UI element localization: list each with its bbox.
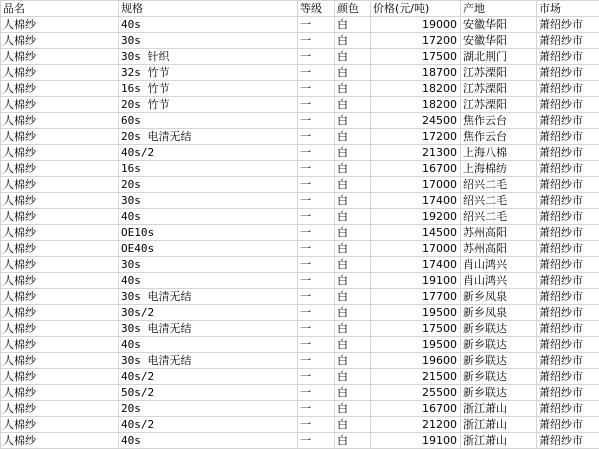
origin-cell[interactable]: 浙江萧山 xyxy=(461,417,537,433)
price-cell[interactable]: 17000 xyxy=(371,177,461,193)
price-cell[interactable]: 14500 xyxy=(371,225,461,241)
origin-cell[interactable]: 新乡凤泉 xyxy=(461,289,537,305)
product-name-cell[interactable]: 人棉纱 xyxy=(1,369,119,385)
market-cell[interactable]: 萧绍纱市 xyxy=(537,241,599,257)
origin-cell[interactable]: 江苏溧阳 xyxy=(461,81,537,97)
product-name-cell[interactable]: 人棉纱 xyxy=(1,353,119,369)
color-cell[interactable]: 白 xyxy=(335,161,371,177)
market-cell[interactable]: 萧绍纱市 xyxy=(537,17,599,33)
header-color[interactable]: 颜色 xyxy=(335,1,371,17)
table-row xyxy=(1,353,599,369)
price-cell[interactable]: 18200 xyxy=(371,97,461,113)
product-name-cell[interactable]: 人棉纱 xyxy=(1,401,119,417)
table-row xyxy=(1,337,599,353)
grade-cell[interactable]: 一 xyxy=(298,129,335,145)
table-row xyxy=(1,385,599,401)
table-row xyxy=(1,17,599,33)
price-cell[interactable]: 17400 xyxy=(371,193,461,209)
origin-cell[interactable]: 焦作云台 xyxy=(461,113,537,129)
color-cell[interactable]: 白 xyxy=(335,81,371,97)
table-row xyxy=(1,65,599,81)
color-cell[interactable]: 白 xyxy=(335,369,371,385)
header-row xyxy=(1,1,599,17)
origin-cell[interactable]: 肖山鸿兴 xyxy=(461,257,537,273)
color-cell[interactable]: 白 xyxy=(335,273,371,289)
table-row xyxy=(1,401,599,417)
market-cell[interactable]: 萧绍纱市 xyxy=(537,257,599,273)
origin-cell[interactable]: 江苏溧阳 xyxy=(461,97,537,113)
origin-cell[interactable]: 浙江萧山 xyxy=(461,433,537,449)
grade-cell[interactable]: 一 xyxy=(298,417,335,433)
color-cell[interactable]: 白 xyxy=(335,65,371,81)
price-cell[interactable]: 17200 xyxy=(371,129,461,145)
product-name-cell[interactable]: 人棉纱 xyxy=(1,225,119,241)
grade-cell[interactable]: 一 xyxy=(298,241,335,257)
color-cell[interactable]: 白 xyxy=(335,129,371,145)
grade-cell[interactable]: 一 xyxy=(298,33,335,49)
header-market[interactable]: 市场 xyxy=(537,1,599,17)
grade-cell[interactable]: 一 xyxy=(298,321,335,337)
origin-cell[interactable]: 上海八棉 xyxy=(461,145,537,161)
table-row xyxy=(1,145,599,161)
spec-cell[interactable]: 60s xyxy=(119,113,298,129)
market-cell[interactable]: 萧绍纱市 xyxy=(537,273,599,289)
grade-cell[interactable]: 一 xyxy=(298,65,335,81)
price-cell[interactable]: 19500 xyxy=(371,337,461,353)
origin-cell[interactable]: 江苏溧阳 xyxy=(461,65,537,81)
grade-cell[interactable]: 一 xyxy=(298,353,335,369)
color-cell[interactable]: 白 xyxy=(335,433,371,449)
color-cell[interactable]: 白 xyxy=(335,353,371,369)
spec-cell[interactable]: OE10s xyxy=(119,225,298,241)
market-cell[interactable]: 萧绍纱市 xyxy=(537,321,599,337)
spec-cell[interactable]: 50s/2 xyxy=(119,385,298,401)
price-cell[interactable]: 21500 xyxy=(371,369,461,385)
price-cell[interactable]: 21200 xyxy=(371,417,461,433)
spec-cell[interactable]: 30s xyxy=(119,257,298,273)
table-row xyxy=(1,417,599,433)
spec-cell[interactable]: 16s xyxy=(119,161,298,177)
product-name-cell[interactable]: 人棉纱 xyxy=(1,145,119,161)
market-cell[interactable]: 萧绍纱市 xyxy=(537,33,599,49)
market-cell[interactable]: 萧绍纱市 xyxy=(537,433,599,449)
market-cell[interactable]: 萧绍纱市 xyxy=(537,145,599,161)
origin-cell[interactable]: 浙江萧山 xyxy=(461,401,537,417)
market-cell[interactable]: 萧绍纱市 xyxy=(537,49,599,65)
price-cell[interactable]: 19000 xyxy=(371,17,461,33)
grade-cell[interactable]: 一 xyxy=(298,385,335,401)
grade-cell[interactable]: 一 xyxy=(298,81,335,97)
origin-cell[interactable]: 肖山鸿兴 xyxy=(461,273,537,289)
color-cell[interactable]: 白 xyxy=(335,193,371,209)
table-row xyxy=(1,81,599,97)
product-name-cell[interactable]: 人棉纱 xyxy=(1,129,119,145)
price-cell[interactable]: 21300 xyxy=(371,145,461,161)
product-name-cell[interactable]: 人棉纱 xyxy=(1,321,119,337)
color-cell[interactable]: 白 xyxy=(335,49,371,65)
spec-cell[interactable]: 30s 电清无结 xyxy=(119,353,298,369)
color-cell[interactable]: 白 xyxy=(335,113,371,129)
spec-cell[interactable]: 40s xyxy=(119,273,298,289)
price-cell[interactable]: 17400 xyxy=(371,257,461,273)
table-row xyxy=(1,161,599,177)
market-cell[interactable]: 萧绍纱市 xyxy=(537,337,599,353)
origin-cell[interactable]: 绍兴二毛 xyxy=(461,209,537,225)
market-cell[interactable]: 萧绍纱市 xyxy=(537,209,599,225)
product-name-cell[interactable]: 人棉纱 xyxy=(1,161,119,177)
product-name-cell[interactable]: 人棉纱 xyxy=(1,97,119,113)
grade-cell[interactable]: 一 xyxy=(298,225,335,241)
origin-cell[interactable]: 新乡联达 xyxy=(461,385,537,401)
spec-cell[interactable]: 16s 竹节 xyxy=(119,81,298,97)
market-cell[interactable]: 萧绍纱市 xyxy=(537,225,599,241)
market-cell[interactable]: 萧绍纱市 xyxy=(537,385,599,401)
product-name-cell[interactable]: 人棉纱 xyxy=(1,273,119,289)
spec-cell[interactable]: 32s 竹节 xyxy=(119,65,298,81)
grade-cell[interactable]: 一 xyxy=(298,17,335,33)
product-name-cell[interactable]: 人棉纱 xyxy=(1,33,119,49)
color-cell[interactable]: 白 xyxy=(335,337,371,353)
price-cell[interactable]: 19100 xyxy=(371,273,461,289)
origin-cell[interactable]: 新乡联达 xyxy=(461,369,537,385)
color-cell[interactable]: 白 xyxy=(335,385,371,401)
color-cell[interactable]: 白 xyxy=(335,97,371,113)
product-name-cell[interactable]: 人棉纱 xyxy=(1,65,119,81)
product-name-cell[interactable]: 人棉纱 xyxy=(1,241,119,257)
price-cell[interactable]: 16700 xyxy=(371,161,461,177)
product-name-cell[interactable]: 人棉纱 xyxy=(1,193,119,209)
color-cell[interactable]: 白 xyxy=(335,33,371,49)
price-cell[interactable]: 16700 xyxy=(371,401,461,417)
spec-cell[interactable]: 20s 竹节 xyxy=(119,97,298,113)
grade-cell[interactable]: 一 xyxy=(298,369,335,385)
grade-cell[interactable]: 一 xyxy=(298,97,335,113)
grade-cell[interactable]: 一 xyxy=(298,273,335,289)
spec-cell[interactable]: 40s xyxy=(119,17,298,33)
grade-cell[interactable]: 一 xyxy=(298,209,335,225)
spec-cell[interactable]: 30s 针织 xyxy=(119,49,298,65)
market-cell[interactable]: 萧绍纱市 xyxy=(537,369,599,385)
spec-cell[interactable]: 20s 电清无结 xyxy=(119,129,298,145)
header-grade[interactable]: 等级 xyxy=(298,1,335,17)
product-name-cell[interactable]: 人棉纱 xyxy=(1,289,119,305)
header-origin[interactable]: 产地 xyxy=(461,1,537,17)
table-row xyxy=(1,193,599,209)
origin-cell[interactable]: 苏州高阳 xyxy=(461,241,537,257)
table-row xyxy=(1,97,599,113)
price-cell[interactable]: 19100 xyxy=(371,433,461,449)
color-cell[interactable]: 白 xyxy=(335,321,371,337)
origin-cell[interactable]: 绍兴二毛 xyxy=(461,193,537,209)
color-cell[interactable]: 白 xyxy=(335,257,371,273)
origin-cell[interactable]: 上海棉纺 xyxy=(461,161,537,177)
price-cell[interactable]: 17700 xyxy=(371,289,461,305)
price-cell[interactable]: 19600 xyxy=(371,353,461,369)
market-cell[interactable]: 萧绍纱市 xyxy=(537,305,599,321)
spec-cell[interactable]: OE40s xyxy=(119,241,298,257)
product-name-cell[interactable]: 人棉纱 xyxy=(1,49,119,65)
spec-cell[interactable]: 40s xyxy=(119,209,298,225)
origin-cell[interactable]: 新乡联达 xyxy=(461,321,537,337)
market-cell[interactable]: 萧绍纱市 xyxy=(537,177,599,193)
product-name-cell[interactable]: 人棉纱 xyxy=(1,305,119,321)
product-name-cell[interactable]: 人棉纱 xyxy=(1,385,119,401)
header-price[interactable]: 价格(元/吨) xyxy=(371,1,461,17)
price-cell[interactable]: 18200 xyxy=(371,81,461,97)
origin-cell[interactable]: 苏州高阳 xyxy=(461,225,537,241)
spec-cell[interactable]: 30s 电清无结 xyxy=(119,321,298,337)
origin-cell[interactable]: 安徽华阳 xyxy=(461,33,537,49)
market-cell[interactable]: 萧绍纱市 xyxy=(537,65,599,81)
table-row xyxy=(1,33,599,49)
grade-cell[interactable]: 一 xyxy=(298,177,335,193)
table-row xyxy=(1,177,599,193)
color-cell[interactable]: 白 xyxy=(335,17,371,33)
color-cell[interactable]: 白 xyxy=(335,177,371,193)
table-row xyxy=(1,433,599,449)
product-name-cell[interactable]: 人棉纱 xyxy=(1,81,119,97)
grade-cell[interactable]: 一 xyxy=(298,257,335,273)
table-row xyxy=(1,273,599,289)
market-cell[interactable]: 萧绍纱市 xyxy=(537,289,599,305)
spec-cell[interactable]: 30s/2 xyxy=(119,305,298,321)
spec-cell[interactable]: 30s xyxy=(119,33,298,49)
table-body xyxy=(1,1,599,449)
product-name-cell[interactable]: 人棉纱 xyxy=(1,433,119,449)
color-cell[interactable]: 白 xyxy=(335,289,371,305)
grade-cell[interactable]: 一 xyxy=(298,193,335,209)
spec-cell[interactable]: 20s xyxy=(119,401,298,417)
market-cell[interactable]: 萧绍纱市 xyxy=(537,97,599,113)
color-cell[interactable]: 白 xyxy=(335,305,371,321)
product-name-cell[interactable]: 人棉纱 xyxy=(1,209,119,225)
grade-cell[interactable]: 一 xyxy=(298,337,335,353)
table-row xyxy=(1,241,599,257)
origin-cell[interactable]: 焦作云台 xyxy=(461,129,537,145)
market-cell[interactable]: 萧绍纱市 xyxy=(537,193,599,209)
table-row xyxy=(1,321,599,337)
market-cell[interactable]: 萧绍纱市 xyxy=(537,81,599,97)
grade-cell[interactable]: 一 xyxy=(298,49,335,65)
color-cell[interactable]: 白 xyxy=(335,241,371,257)
grade-cell[interactable]: 一 xyxy=(298,433,335,449)
origin-cell[interactable]: 安徽华阳 xyxy=(461,17,537,33)
spec-cell[interactable]: 40s xyxy=(119,337,298,353)
price-cell[interactable]: 17500 xyxy=(371,49,461,65)
color-cell[interactable]: 白 xyxy=(335,145,371,161)
grade-cell[interactable]: 一 xyxy=(298,113,335,129)
product-name-cell[interactable]: 人棉纱 xyxy=(1,113,119,129)
header-product-name[interactable]: 品名 xyxy=(1,1,119,17)
origin-cell[interactable]: 绍兴二毛 xyxy=(461,177,537,193)
origin-cell[interactable]: 新乡联达 xyxy=(461,353,537,369)
table-row xyxy=(1,49,599,65)
table-row xyxy=(1,305,599,321)
grade-cell[interactable]: 一 xyxy=(298,145,335,161)
table-row xyxy=(1,209,599,225)
color-cell[interactable]: 白 xyxy=(335,225,371,241)
table-row xyxy=(1,257,599,273)
spec-cell[interactable]: 30s 电清无结 xyxy=(119,289,298,305)
color-cell[interactable]: 白 xyxy=(335,417,371,433)
product-name-cell[interactable]: 人棉纱 xyxy=(1,17,119,33)
grade-cell[interactable]: 一 xyxy=(298,161,335,177)
grade-cell[interactable]: 一 xyxy=(298,305,335,321)
price-cell[interactable]: 24500 xyxy=(371,113,461,129)
price-cell[interactable]: 17500 xyxy=(371,321,461,337)
product-name-cell[interactable]: 人棉纱 xyxy=(1,337,119,353)
product-name-cell[interactable]: 人棉纱 xyxy=(1,177,119,193)
spec-cell[interactable]: 40s/2 xyxy=(119,417,298,433)
market-cell[interactable]: 萧绍纱市 xyxy=(537,353,599,369)
price-cell[interactable]: 19500 xyxy=(371,305,461,321)
grade-cell[interactable]: 一 xyxy=(298,401,335,417)
color-cell[interactable]: 白 xyxy=(335,209,371,225)
spec-cell[interactable]: 20s xyxy=(119,177,298,193)
spec-cell[interactable]: 40s xyxy=(119,433,298,449)
origin-cell[interactable]: 新乡联达 xyxy=(461,337,537,353)
table-row xyxy=(1,369,599,385)
spec-cell[interactable]: 40s/2 xyxy=(119,145,298,161)
product-name-cell[interactable]: 人棉纱 xyxy=(1,417,119,433)
header-spec[interactable]: 规格 xyxy=(119,1,298,17)
price-cell[interactable]: 17200 xyxy=(371,33,461,49)
price-cell[interactable]: 25500 xyxy=(371,385,461,401)
market-cell[interactable]: 萧绍纱市 xyxy=(537,161,599,177)
origin-cell[interactable]: 湖北荆门 xyxy=(461,49,537,65)
table-row xyxy=(1,225,599,241)
spec-cell[interactable]: 40s/2 xyxy=(119,369,298,385)
market-cell[interactable]: 萧绍纱市 xyxy=(537,129,599,145)
product-name-cell[interactable]: 人棉纱 xyxy=(1,257,119,273)
market-cell[interactable]: 萧绍纱市 xyxy=(537,417,599,433)
table-row xyxy=(1,113,599,129)
market-cell[interactable]: 萧绍纱市 xyxy=(537,113,599,129)
grade-cell[interactable]: 一 xyxy=(298,289,335,305)
origin-cell[interactable]: 新乡凤泉 xyxy=(461,305,537,321)
market-cell[interactable]: 萧绍纱市 xyxy=(537,401,599,417)
price-cell[interactable]: 18700 xyxy=(371,65,461,81)
table-row xyxy=(1,129,599,145)
table-row xyxy=(1,289,599,305)
color-cell[interactable]: 白 xyxy=(335,401,371,417)
spec-cell[interactable]: 30s xyxy=(119,193,298,209)
price-cell[interactable]: 19200 xyxy=(371,209,461,225)
price-cell[interactable]: 17000 xyxy=(371,241,461,257)
